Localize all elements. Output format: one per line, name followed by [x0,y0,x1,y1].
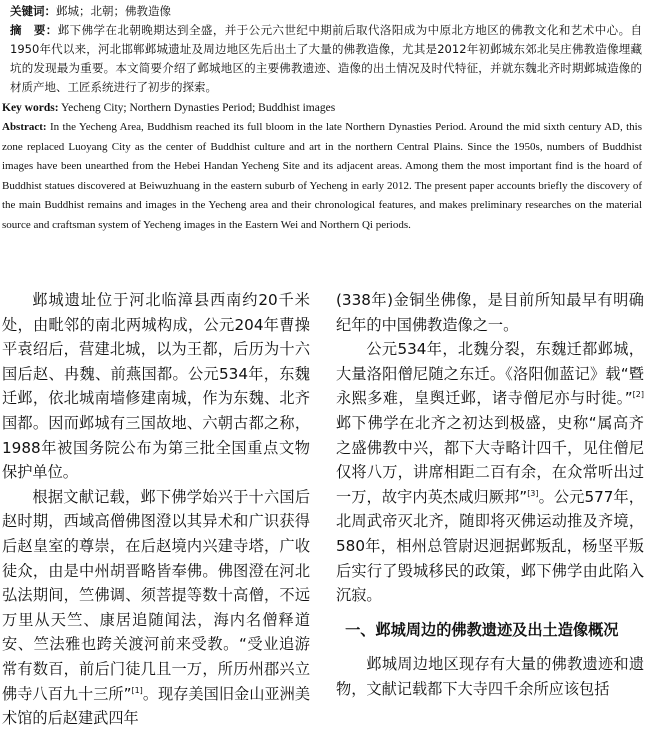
abstract-en-label: Abstract: [2,121,47,133]
keywords-en-label: Key words: [2,102,59,114]
paragraph-text: 公元534年，北魏分裂，东魏迁都邺城，大量洛阳僧尼随之东迁。《洛阳伽蓝记》载“暨永熙多难，皇舆迁邺，诸寺僧尼亦与时徙。” [336,340,644,408]
abstract-zh-label: 摘 要： [10,23,58,37]
paragraph-text: 。现存美国旧金山亚洲美术馆的后赵建武四年 [2,684,311,728]
citation-ref: [2] [632,390,644,400]
keywords-zh-label: 关键词： [10,4,56,18]
paragraph-text: 。公元577年，北周武帝灭北齐，随即将灭佛运动推及齐境，580年，相州总管尉迟迥据邺叛乱，杨坚平叛后实行了毁城移民的政策，邺下佛学由此陷入沉寂。 [336,487,644,605]
abstract-zh [2,21,642,97]
abstract-en [2,118,642,236]
paragraph-eastern-wei [336,337,644,608]
citation-ref: [1] [131,685,143,695]
paragraph-continued: (338年)金铜坐佛像，是目前所知最早有明确纪年的中国佛教造像之一。 [336,291,644,334]
paragraph-site-location: 邺城遗址位于河北临漳县西南约20千米处，由毗邻的南北两城构成，公元204年曹操平袁绍后，营建北城，以为王都，后历为十六国后赵、冉魏、前燕国都。公元534年，东魏迁邺，依北城南墙修建南城，作为东魏、北齐国都。因而邺城有三国故地、六朝古都之称，1988年被国务院公布为第三批全国重点文物保护单位。 [2,291,310,482]
front-matter [2,2,642,236]
keywords-en [2,99,642,118]
section-heading: 一、邺城周边的佛教遗迹及出土造像概况 [345,620,619,639]
abstract-zh-text: 邺下佛学在北朝晚期达到全盛，并于公元六世纪中期前后取代洛阳成为中原北方地区的佛教文化和艺术中心。自1950年代以来，河北邯郸邺城遗址及周边地区先后出土了大量的佛教造像，尤其是2012年初邺城东郊北吴庄佛教造像埋藏坑的发现最为重要。本文简要介绍了邺城地区的主要佛教遗迹、造像的出土情况及时代特征，并就东魏北齐时期邺城造像的材质产地、工匠系统进行了初步的探索。 [10,23,642,94]
citation-ref: [3] [527,488,539,498]
paragraph-remains-overview: 邺城周边地区现存有大量的佛教遗迹和遗物，文献记载都下大寺四千余所应该包括 [336,655,644,698]
body-column-left [2,288,310,731]
keywords-en-text: Yecheng City; Northern Dynasties Period; Buddhist images [61,102,336,114]
paragraph-text: 邺下佛学在北齐之初达到极盛，史称“属高齐之盛佛教中兴，都下大寺略计四千，见住僧尼仅将八万，讲席相距二百有余，在众常听出过一万，故宇内英杰咸归厥邦” [336,413,644,506]
paragraph-text: 根据文献记载，邺下佛学始兴于十六国后赵时期，西域高僧佛图澄以其异术和广识获得后赵皇室的尊崇，在后赵境内兴建寺塔，广收徒众，由是中州胡晋略皆奉佛。佛图澄在河北弘法期间，竺佛调、须菩提等数十高僧，不远万里从天竺、康居追随闻法，海内名僧释道安、竺法雅也跨关渡河前来受教。“受业追游常有数百，前后门徒几且一万，所历州郡兴立佛寺八百九十三所” [2,487,310,703]
paragraph-buddhism-origins [2,485,310,731]
body-column-right [336,288,644,702]
abstract-en-text: In the Yecheng Area, Buddhism reached its full bloom in the late Northern Dynasties Period. Around the mid sixth century AD, this zone replaced Luoyang City as the center of Buddhist culture and art in the northern Central Plains. Since the 1950s, numbers of Buddhist images have been unearthed from the Hebei Handan Yecheng Site and its adjacent areas. Among them the most important find is the hoard of Buddhist statues discovered at Beiwuzhuang in the eastern suburb of Yecheng in early 2012. The present paper accounts briefly the discovery of the main Buddhist remains and images in the Yecheng area and their chronological features, and makes preliminary researches on the material source and craftsman system of Yecheng images in the Eastern Wei and Northern Qi periods. [2,121,642,231]
keywords-zh [2,2,642,21]
keywords-zh-text: 邺城；北朝；佛教造像 [56,4,171,18]
